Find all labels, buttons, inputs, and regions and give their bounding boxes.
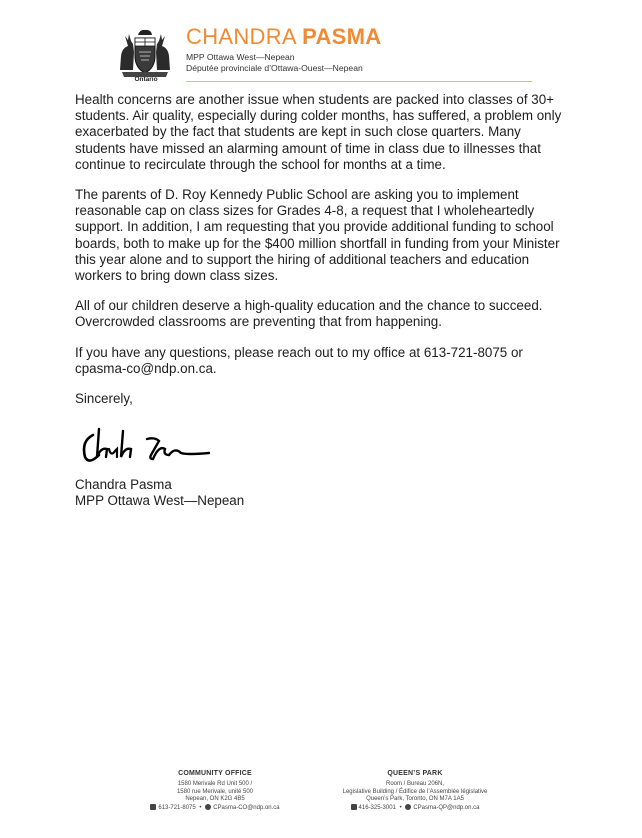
title-french: Députée provinciale d’Ottawa-Ouest—Nepean bbox=[186, 63, 363, 73]
header-divider bbox=[186, 81, 532, 82]
signer-title: MPP Ottawa West—Nepean bbox=[75, 493, 245, 509]
name-last: PASMA bbox=[302, 24, 382, 49]
phone-icon bbox=[150, 804, 156, 810]
handwritten-signature bbox=[79, 421, 219, 471]
community-email[interactable]: CPasma-CO@ndp.on.ca bbox=[213, 805, 280, 812]
paragraph-health-concerns: Health concerns are another issue when students are packed into classes of 30+ students. Air quality, especially during colder months, has suffered, a problem only exacerbated by the fact that students are kept in such close quarters. Many students have missed an alarming amount of time in class due to illnesses that continue to recirculate through the school for months at a time. bbox=[75, 92, 562, 172]
paragraph-class-size-request: The parents of D. Roy Kennedy Public School are asking you to implement reasonable cap on class sizes for Grades 4-8, a request that I wholeheartedly support. In addition, I am requesting that you provide additional funding to school boards, both to make up for the $400 million shortfall in funding from your Minister this year alone and to support the hiring of additional teachers and education workers to bring down class sizes. bbox=[75, 187, 560, 284]
queens-park-heading: QUEEN’S PARK bbox=[387, 770, 443, 777]
community-contact bbox=[120, 804, 310, 813]
crest-label: Ontario bbox=[134, 76, 158, 83]
separator-dot: • bbox=[399, 805, 402, 812]
queens-park-phone: 416-325-3001 bbox=[358, 805, 396, 812]
paragraph-quality-education: All of our children deserve a high-quality education and the chance to succeed. Overcrowded classrooms are preventing that from happening. bbox=[75, 298, 543, 330]
name-first: CHANDRA bbox=[186, 24, 296, 49]
letter-footer bbox=[0, 770, 642, 830]
mpp-name bbox=[186, 24, 381, 50]
letterhead bbox=[116, 22, 532, 84]
email-icon bbox=[405, 804, 411, 810]
community-address-line-3: Nepean, ON K2G 4B5 bbox=[185, 796, 245, 803]
paragraph-contact: If you have any questions, please reach out to my office at 613-721-8075 or cpasma-co@ndp.on.ca. bbox=[75, 344, 523, 376]
signer-name: Chandra Pasma bbox=[75, 477, 172, 493]
phone-icon bbox=[351, 804, 357, 810]
queens-park-address-line-3: Queen’s Park, Toronto, ON M7A 1A5 bbox=[366, 796, 464, 803]
queens-park-address-line-1: Room / Bureau 206N, bbox=[385, 780, 445, 787]
closing: Sincerely, bbox=[75, 391, 133, 407]
separator-dot: • bbox=[199, 805, 202, 812]
letter-body bbox=[75, 92, 575, 510]
queens-park-office bbox=[315, 770, 515, 813]
queens-park-address-line-2: Legislative Building / Édifice de l’Assemblée législative bbox=[342, 788, 488, 795]
community-phone: 613-721-8075 bbox=[158, 805, 196, 812]
email-icon bbox=[205, 804, 211, 810]
community-address-line-1: 1580 Merivale Rd Unit 500 / bbox=[177, 780, 253, 787]
queens-park-email[interactable]: CPasma-QP@ndp.on.ca bbox=[413, 805, 480, 812]
community-office bbox=[120, 770, 310, 813]
title-english: MPP Ottawa West—Nepean bbox=[186, 52, 295, 62]
community-office-heading: COMMUNITY OFFICE bbox=[178, 770, 252, 777]
community-address-line-2: 1580 rue Merivale, unité 500 bbox=[176, 788, 254, 795]
ontario-coat-of-arms-icon bbox=[116, 24, 174, 84]
queens-park-contact bbox=[315, 804, 515, 813]
